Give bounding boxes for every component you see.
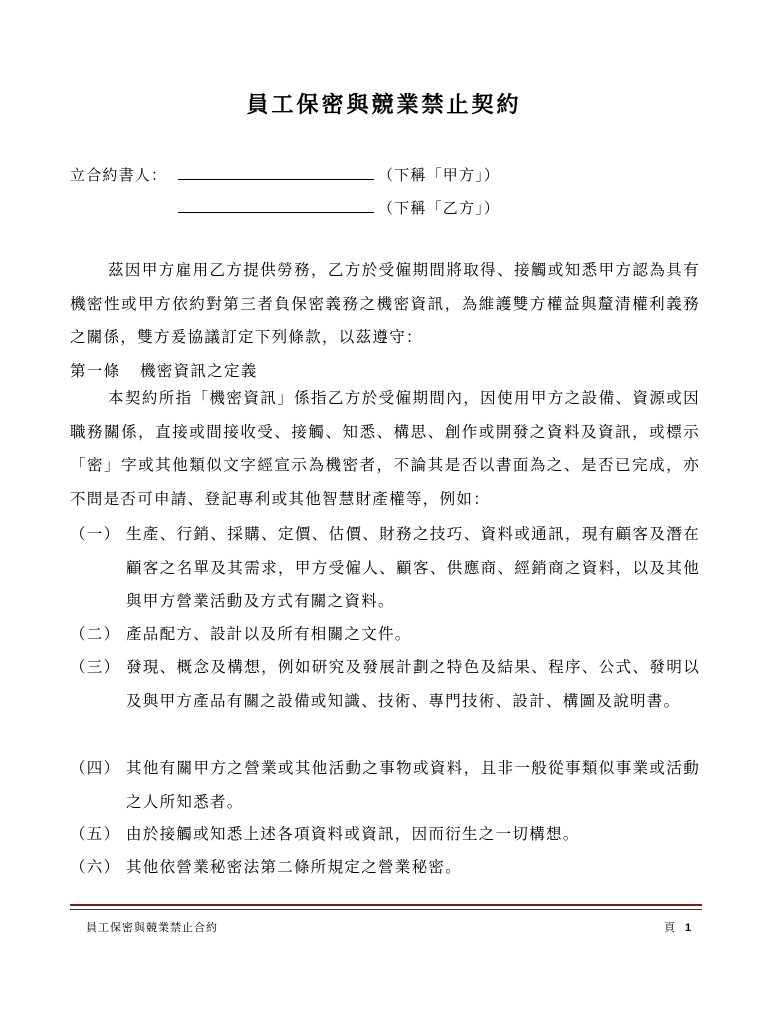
list-item [70,851,700,885]
footer-rule-thick [70,904,702,906]
list-item-number: （四） [70,759,121,777]
party-b-suffix: （下稱「乙方」） [378,199,501,217]
list-item-text: 其他依營業秘密法第二條所規定之營業秘密。 [126,858,463,876]
party-b-line [70,196,500,218]
article-1-body: 本契約所指「機密資訊」係指乙方於受僱期間內，因使用甲方之設備、資源或因職務關係，直接或間接收受、接觸、知悉、構思、創作或開發之資料及資訊，或標示「密」字或其他類似文字經宣示為機密者，不論其是否以書面為之、是否已完成，亦不問是否可申請、登記專利或其他智慧財產權等，例如： [70,389,700,508]
list-item [70,818,700,852]
party-a-line [70,163,500,185]
article-1-title: 機密資訊之定義 [140,362,258,380]
footer-page-indicator [664,919,691,935]
article-1-heading [70,359,258,381]
footer-document-name: 員工保密與競業禁止合約 [86,921,218,934]
list-item-number: （三） [70,658,121,676]
list-item [70,618,700,652]
footer-page-label: 頁 [664,921,675,934]
preamble-paragraph: 茲因甲方雇用乙方提供勞務，乙方於受僱期間將取得、接觸或知悉甲方認為具有機密性或甲方依約對第三者負保密義務之機密資訊，為維護雙方權益與釐清權利義務之關係，雙方爰協議訂定下列條款，以茲遵守： [70,261,700,346]
list-item-text: 其他有關甲方之營業或其他活動之事物或資料，且非一般從事類似事業或活動之人所知悉者。 [126,759,700,811]
list-item-text: 發現、概念及構想，例如研究及發展計劃之特色及結果、程序、公式、發明以及與甲方產品有關之設備或知識、技術、專門技術、設計、構圖及說明書。 [126,658,700,710]
parties-label: 立合約書人： [70,166,168,184]
list-item [70,518,700,619]
article-1-number: 第一條 [70,362,121,380]
list-item-number: （五） [70,825,121,843]
list-item-number: （一） [70,525,121,543]
party-a-blank [178,163,374,180]
list-item-number: （六） [70,858,121,876]
list-item-text: 由於接觸或知悉上述各項資料或資訊，因而衍生之一切構想。 [126,825,580,843]
party-b-blank [178,196,374,213]
list-item-text: 生產、行銷、採購、定價、估價、財務之技巧、資料或通訊，現有顧客及潛在顧客之名單及其需求，甲方受僱人、顧客、供應商、經銷商之資料，以及其他與甲方營業活動及方式有關之資料。 [126,525,700,610]
footer-page-number: 1 [685,922,692,934]
list-item-text: 產品配方、設計以及所有相關之文件。 [126,625,412,643]
footer-rule-thin [70,909,702,910]
list-item [70,651,700,718]
list-item [70,752,700,819]
party-a-suffix: （下稱「甲方」） [378,166,501,184]
list-item-number: （二） [70,625,121,643]
document-title: 員工保密與競業禁止契約 [246,92,522,118]
